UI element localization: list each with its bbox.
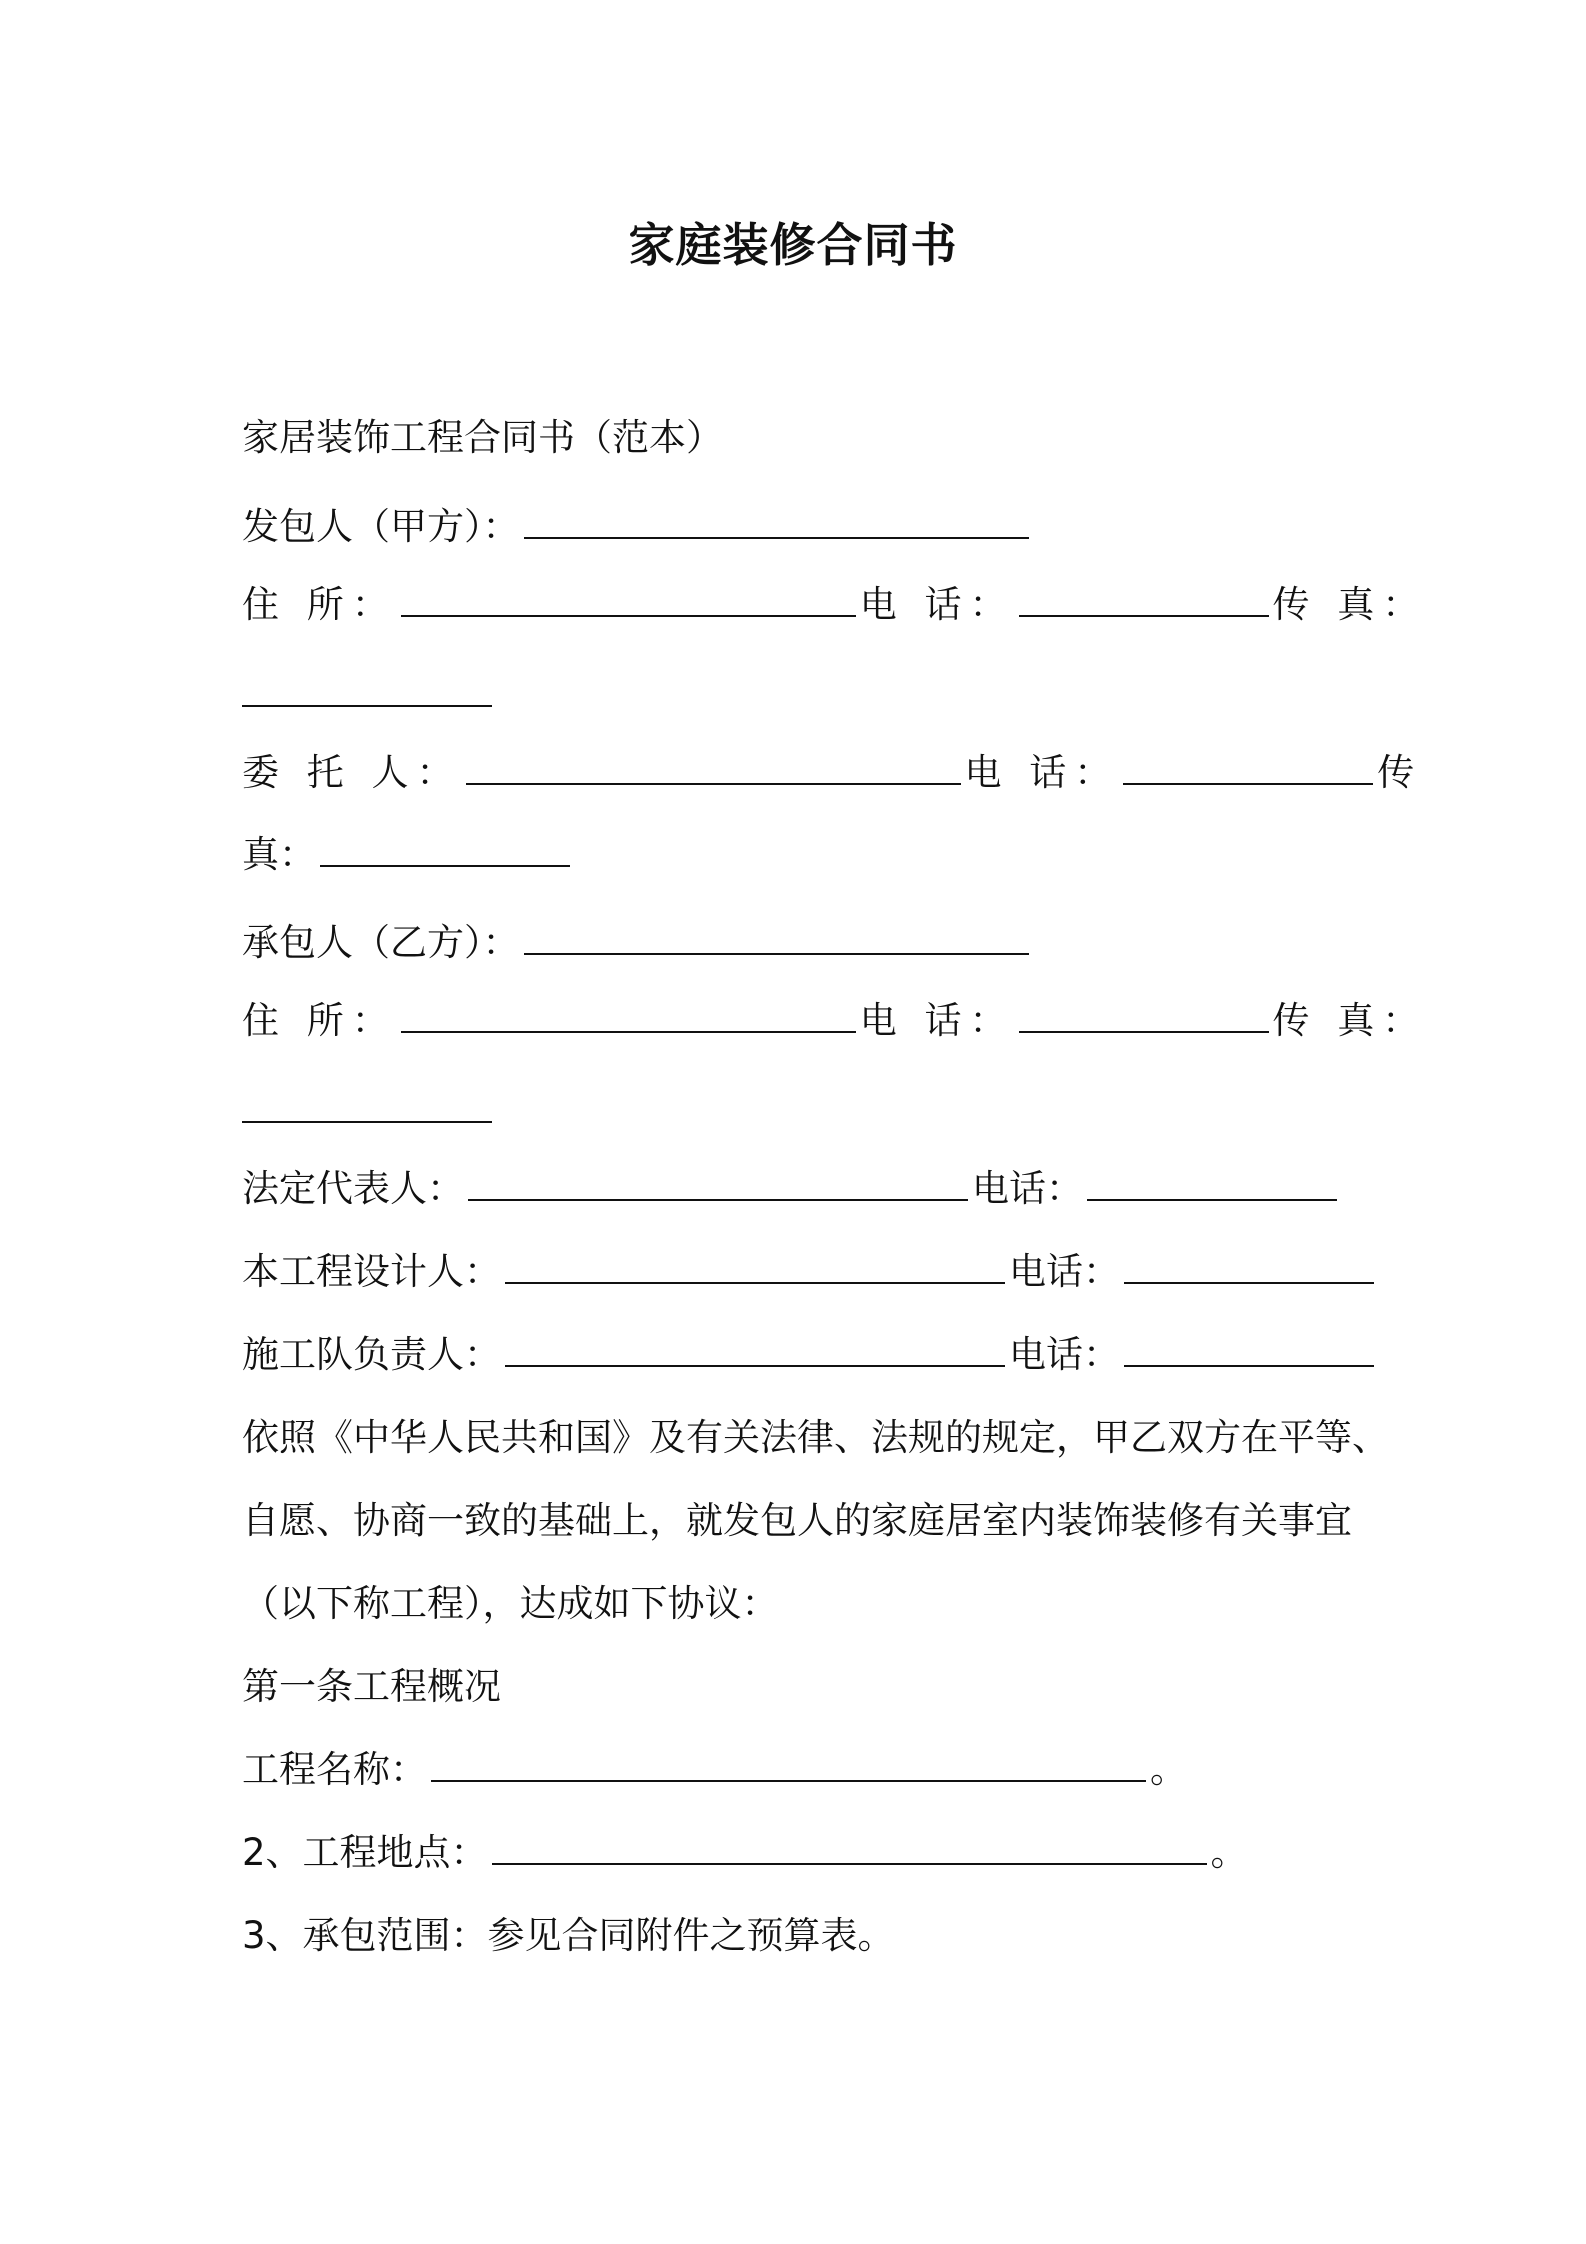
fax-blank-row-b <box>242 1086 1362 1136</box>
phone-blank-b[interactable] <box>1019 997 1269 1033</box>
residence-blank[interactable] <box>401 581 856 617</box>
party-b-label: 承包人（乙方）： <box>242 921 520 964</box>
residence-label-b: 住 所： <box>242 999 397 1042</box>
phone-label: 电 话： <box>859 583 1015 626</box>
project-location-row <box>242 1828 1362 1878</box>
legal-rep-label: 法定代表人： <box>242 1167 464 1210</box>
party-a-row <box>242 502 1362 552</box>
party-b-blank[interactable] <box>524 919 1029 955</box>
agent-phone-blank[interactable] <box>1123 749 1373 785</box>
project-name-label: 工程名称： <box>242 1748 427 1791</box>
party-b-row <box>242 918 1362 968</box>
team-leader-phone-blank[interactable] <box>1124 1331 1374 1367</box>
agent-label: 委 托 人： <box>242 751 462 794</box>
scope-row: 3、承包范围：参见合同附件之预算表。 <box>242 1914 895 1957</box>
paragraph-line-1: 依照《中华人民共和国》及有关法律、法规的规定，甲乙双方在平等、 <box>242 1416 1389 1459</box>
paragraph-line-3: （以下称工程），达成如下协议： <box>242 1582 779 1625</box>
team-leader-label: 施工队负责人： <box>242 1333 501 1376</box>
agent-fax-blank[interactable] <box>320 831 570 867</box>
project-name-row <box>242 1745 1362 1795</box>
designer-phone-label: 电话： <box>1009 1250 1120 1293</box>
agent-blank[interactable] <box>466 749 961 785</box>
project-location-label: 2、工程地点： <box>242 1831 488 1874</box>
fax-blank[interactable] <box>242 671 492 707</box>
legal-rep-phone-blank[interactable] <box>1087 1165 1337 1201</box>
designer-blank[interactable] <box>505 1248 1005 1284</box>
phone-blank[interactable] <box>1019 581 1269 617</box>
project-name-end: 。 <box>1150 1748 1187 1791</box>
fax-blank-row <box>242 670 1362 720</box>
team-leader-row <box>242 1330 1362 1380</box>
residence-blank-b[interactable] <box>401 997 856 1033</box>
fax-blank-b[interactable] <box>242 1087 492 1123</box>
paragraph-line-2: 自愿、协商一致的基础上，就发包人的家庭居室内装饰装修有关事宜 <box>242 1499 1352 1542</box>
project-location-blank[interactable] <box>492 1829 1207 1865</box>
designer-label: 本工程设计人： <box>242 1250 501 1293</box>
agent-phone-label: 电 话： <box>964 751 1120 794</box>
party-b-contact-row <box>242 996 1428 1046</box>
team-leader-phone-label: 电话： <box>1009 1333 1120 1376</box>
team-leader-blank[interactable] <box>505 1331 1005 1367</box>
project-name-blank[interactable] <box>431 1746 1146 1782</box>
residence-label: 住 所： <box>242 583 397 626</box>
designer-row <box>242 1247 1362 1297</box>
agent-fax-label-part1: 传 <box>1377 751 1423 794</box>
subtitle: 家居装饰工程合同书（范本） <box>242 416 723 459</box>
party-a-label: 发包人（甲方）： <box>242 505 520 548</box>
legal-rep-row <box>242 1164 1362 1214</box>
designer-phone-blank[interactable] <box>1124 1248 1374 1284</box>
party-a-blank[interactable] <box>524 503 1029 539</box>
party-a-contact-row <box>242 580 1428 630</box>
fax-label-b: 传 真： <box>1272 999 1428 1042</box>
agent-fax-label-part2: 真： <box>242 833 316 876</box>
project-location-end: 。 <box>1210 1831 1248 1874</box>
agent-row <box>242 748 1423 798</box>
article-1-heading: 第一条工程概况 <box>242 1665 501 1708</box>
document-title: 家庭装修合同书 <box>628 218 958 272</box>
agent-fax-row <box>242 830 1362 880</box>
fax-label: 传 真： <box>1272 583 1428 626</box>
phone-label-b: 电 话： <box>859 999 1015 1042</box>
legal-rep-phone-label: 电话： <box>972 1167 1083 1210</box>
legal-rep-blank[interactable] <box>468 1165 968 1201</box>
